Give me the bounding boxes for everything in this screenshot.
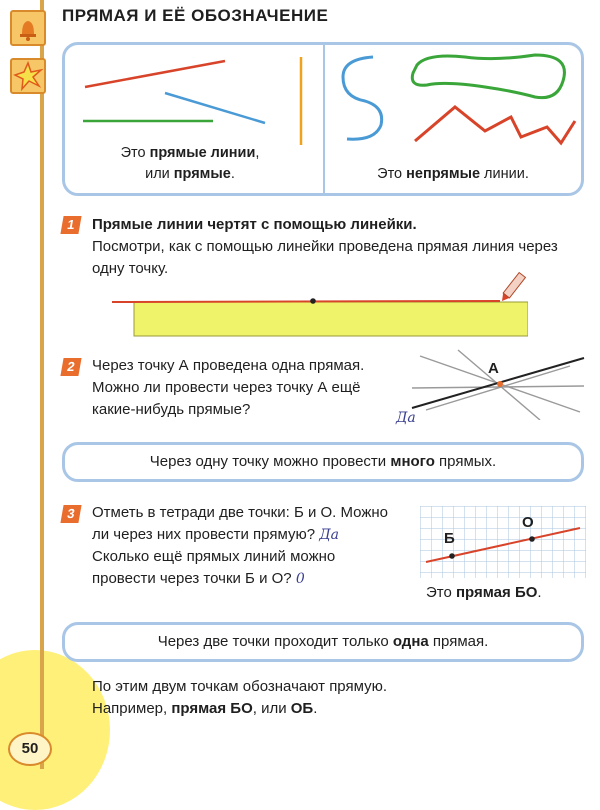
- rule-text: прямых.: [434, 453, 497, 470]
- lines-illustration: [65, 45, 581, 155]
- bell-icon: [10, 10, 46, 46]
- point-o-label: О: [522, 514, 534, 531]
- task-number-1: 1: [60, 216, 81, 234]
- point-b-label: Б: [444, 530, 455, 547]
- caption-text: линии.: [480, 166, 529, 182]
- task1-text: Посмотри, как с помощью линейки проведена прямая линия через одну точку.: [92, 238, 558, 277]
- intro-left-caption: [85, 143, 295, 185]
- point-a-label: А: [488, 360, 499, 377]
- task3-line1: Отметь в тетради две точки: Б и О. Можно ли через них провести прямую?: [92, 504, 389, 543]
- caption-text: .: [537, 584, 542, 601]
- caption-bold: непрямые: [406, 166, 481, 182]
- rule-box-1: [62, 442, 584, 482]
- rule-text: Через одну точку можно провести: [149, 453, 391, 470]
- star-icon: [10, 58, 46, 94]
- ruler-illustration: [108, 268, 528, 340]
- intro-right-caption: [333, 164, 573, 185]
- task3-answer2: 0: [295, 571, 305, 587]
- caption-text: или: [145, 166, 174, 182]
- footer-bold: прямая БО: [171, 700, 253, 717]
- task-number-2: 2: [60, 358, 81, 376]
- footer-bold: ОБ: [290, 700, 314, 717]
- caption-text: Это: [426, 584, 456, 601]
- caption-bold: прямые: [173, 166, 231, 182]
- footer-text-part: Например,: [92, 700, 172, 717]
- rule-text: Через две точки проходит только: [157, 633, 393, 650]
- rule-box-2: [62, 622, 584, 662]
- caption-text: .: [230, 166, 235, 182]
- task1-heading: Прямые линии чертят с помощью линейки.: [92, 216, 417, 233]
- page-title: ПРЯМАЯ И ЕЁ ОБОЗНАЧЕНИЕ: [62, 6, 329, 25]
- intro-box: [62, 42, 584, 196]
- task3-answer1: Да: [319, 527, 339, 543]
- margin-line: [40, 0, 44, 769]
- rule-text: прямая.: [428, 633, 489, 650]
- task3-caption: [426, 584, 542, 601]
- corner-decoration: [0, 650, 110, 810]
- caption-bold: прямая БО: [456, 584, 538, 601]
- rule-bold: одна: [392, 633, 429, 650]
- task2-text: Через точку А проведена одна прямая. Можно ли провести через точку А ещё какие-нибудь прямые?: [92, 357, 365, 418]
- caption-text: Это: [377, 166, 407, 182]
- task-number-3: 3: [60, 505, 81, 523]
- footer-text: [92, 676, 572, 720]
- lines-through-point-a: [410, 348, 586, 420]
- footer-text-part: .: [313, 700, 318, 717]
- caption-bold: прямые линии: [149, 145, 256, 161]
- rule-bold: много: [390, 453, 435, 470]
- task3-line2: Сколько ещё прямых линий можно провести через точки Б и О?: [92, 548, 336, 587]
- caption-text: ,: [255, 145, 260, 161]
- page-number: 50: [8, 732, 52, 766]
- footer-text-part: , или: [252, 700, 291, 717]
- footer-line1: По этим двум точкам обозначают прямую.: [92, 678, 388, 695]
- task2-answer: Да: [396, 410, 416, 426]
- task3-question: [92, 502, 398, 590]
- caption-text: Это: [120, 145, 150, 161]
